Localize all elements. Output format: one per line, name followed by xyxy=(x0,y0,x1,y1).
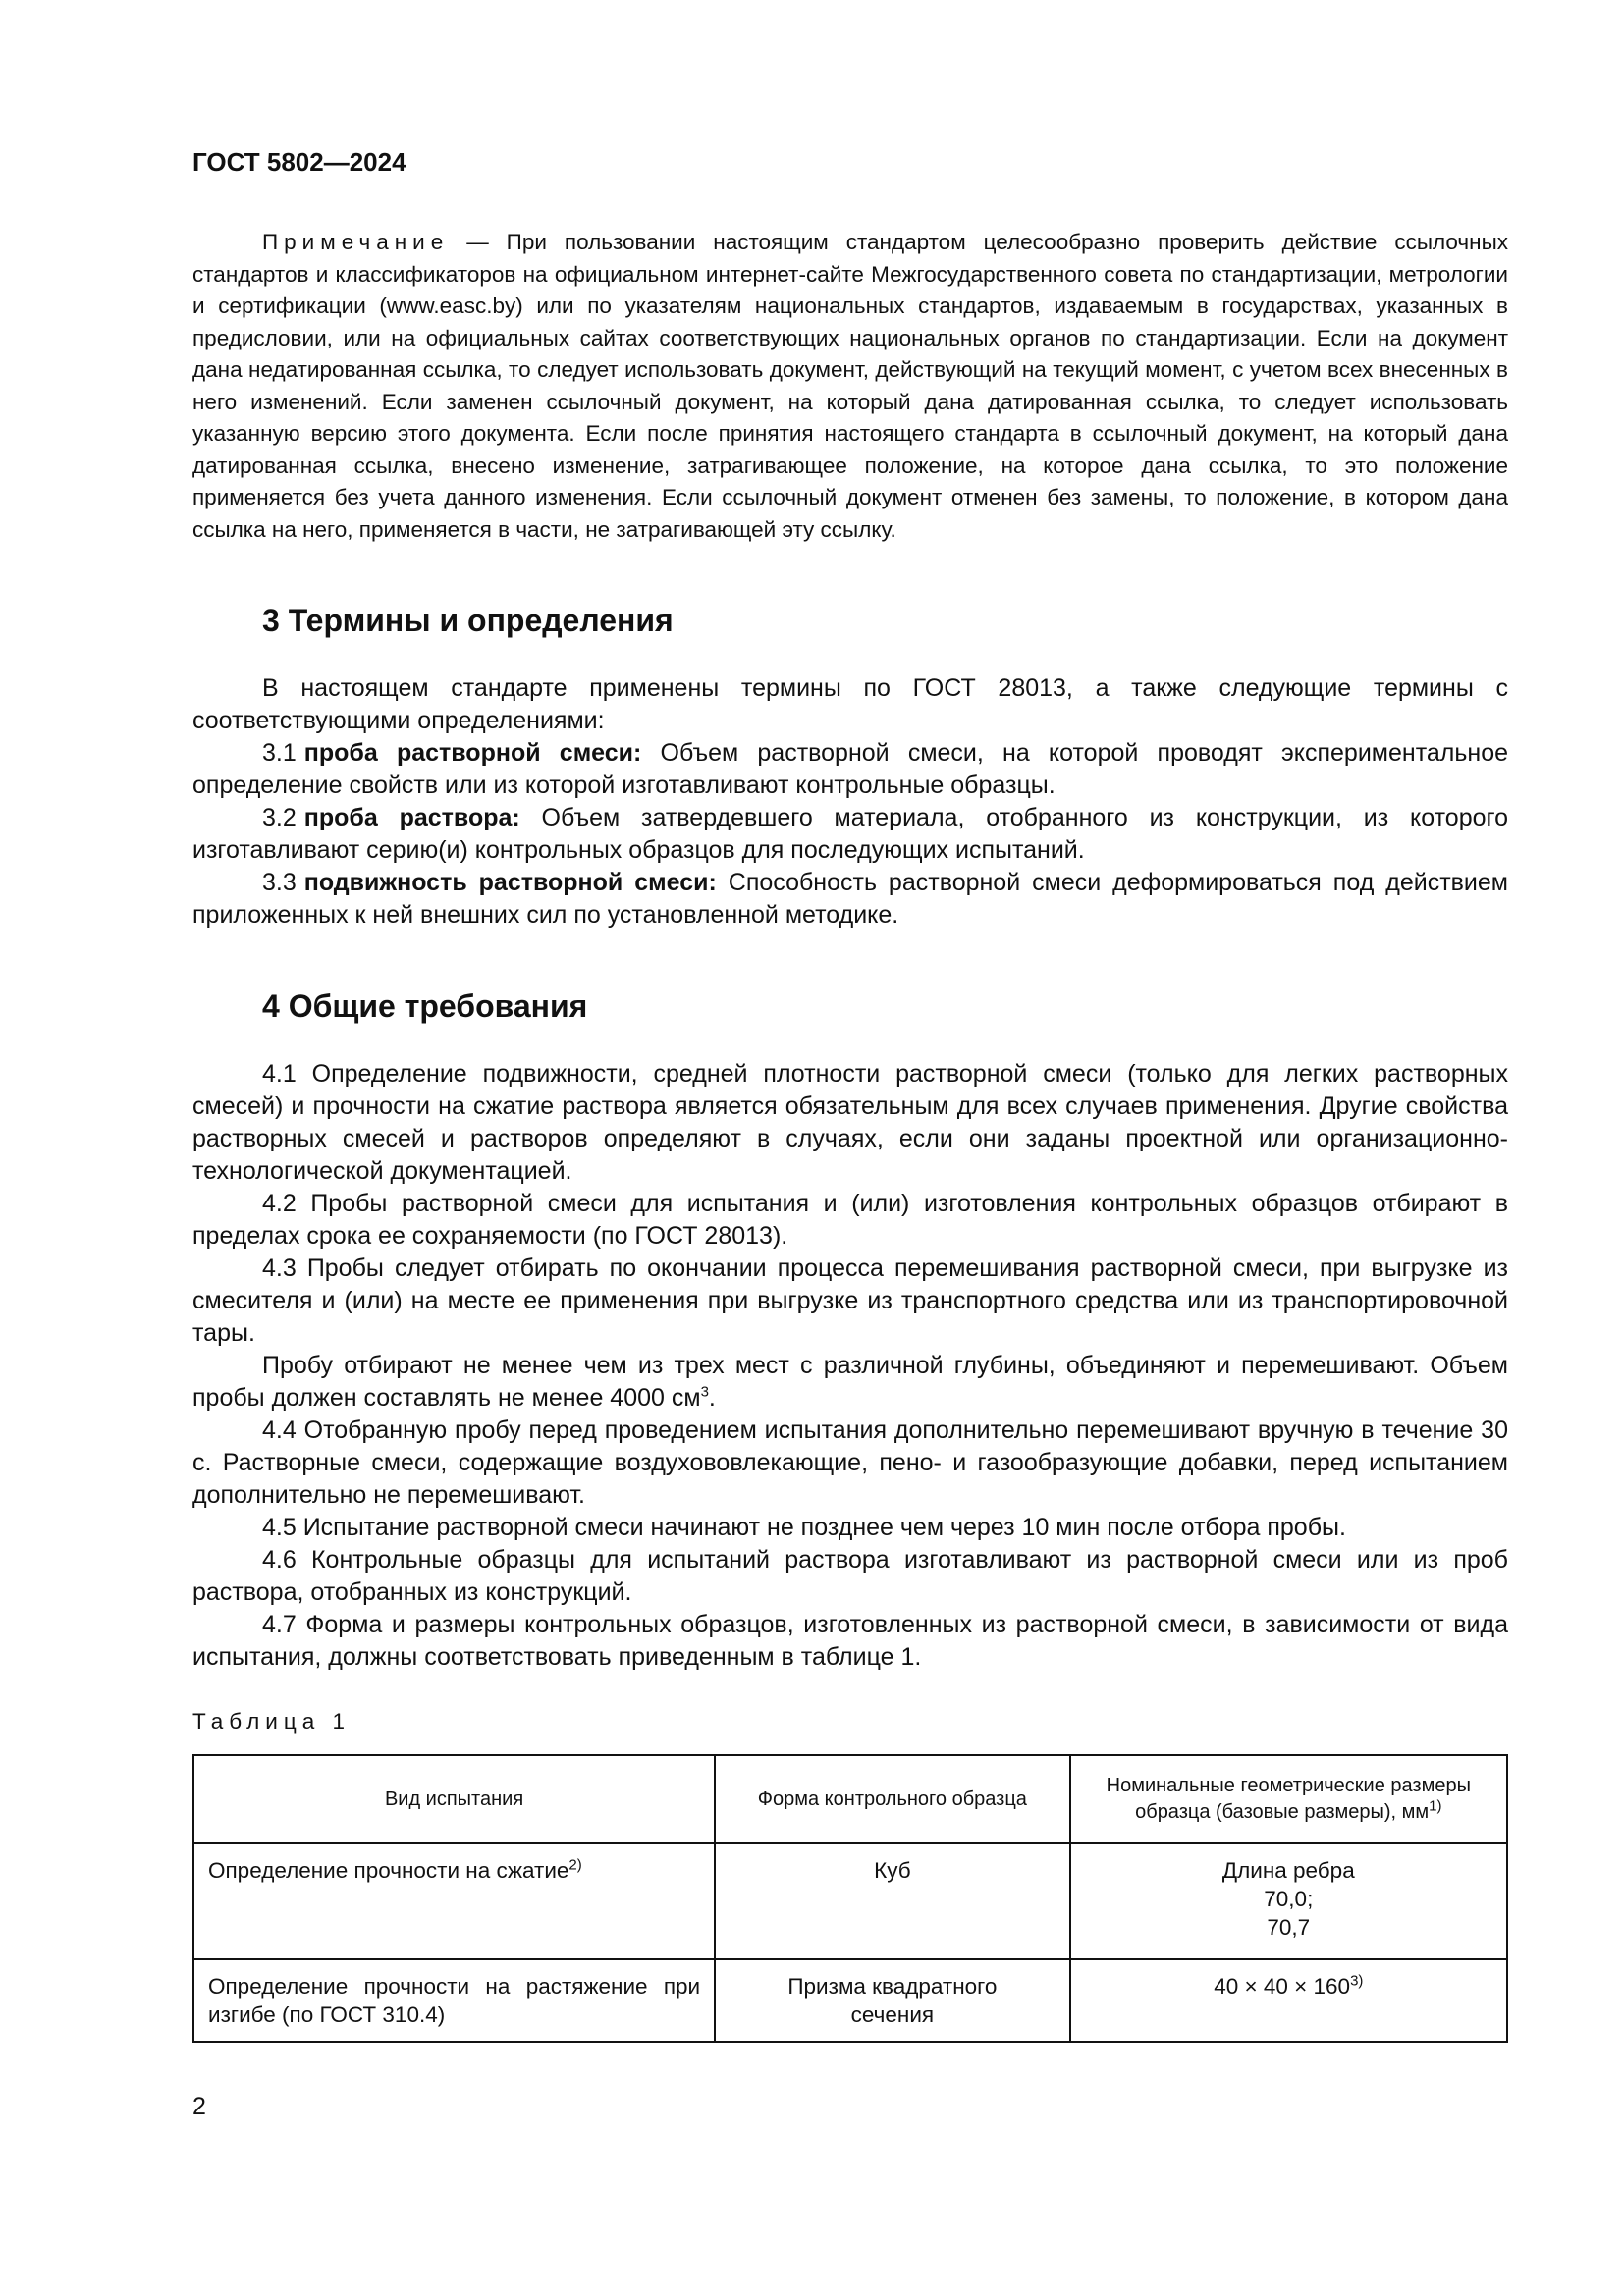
term-name: проба раствора: xyxy=(303,804,520,831)
term-3-3 xyxy=(192,867,1508,932)
note-label: Примечание xyxy=(262,230,450,254)
header-test-type: Вид испытания xyxy=(193,1755,715,1843)
size-line: 70,0; xyxy=(1264,1887,1314,1911)
footnote-mark: 1) xyxy=(1429,1797,1442,1815)
section-3-title: 3 Термины и определения xyxy=(262,603,674,638)
header-specimen-shape: Форма контрольного образца xyxy=(715,1755,1070,1843)
section-4-title: 4 Общие требования xyxy=(262,988,588,1024)
cell-specimen-shape xyxy=(715,1959,1070,2042)
term-3-2 xyxy=(192,802,1508,867)
note-text: — При пользовании настоящим стандартом целесообразно проверить действие ссылочных стандартов и классификаторов на официальном интернет-сайте Межгосударственного совета по стандартизации, метрологии и сертификации (www.easc.by) или по указателям национальных стандартов, издаваемым в государствах, указанных в предисловии, или на официальных сайтах соответствующих национальных органов по стандартизации. Если на документ дана недатированная ссылка, то следует использовать документ, действующий на текущий момент, с учетом всех внесенных в него изменений. Если заменен ссылочный документ, на который дана датированная ссылка, то следует использовать указанную версию этого документа. Если после принятия настоящего стандарта в ссылочный документ, на который дана датированная ссылка, внесено изменение, затрагивающее положение, на которое дана ссылка, то это положение применяется без учета данного изменения. Если ссылочный документ отменен без замены, то положение, в котором дана ссылка на него, применяется в части, не затрагивающей эту ссылку. xyxy=(192,230,1508,542)
shape-line: сечения xyxy=(850,2002,935,2027)
cell-specimen-size xyxy=(1070,1843,1507,1959)
footnote-mark: 2) xyxy=(568,1856,582,1874)
size-line: Длина ребра xyxy=(1221,1858,1355,1883)
term-number: 3.2 xyxy=(262,804,297,831)
sampling-text-end: . xyxy=(708,1384,716,1412)
page-number: 2 xyxy=(192,2093,206,2120)
superscript: 3 xyxy=(700,1383,709,1401)
term-name: проба растворной смеси: xyxy=(303,739,642,767)
table-caption: Таблица 1 xyxy=(192,1709,351,1734)
clause-4-2: 4.2 Пробы растворной смеси для испытания и (или) изготовления контрольных образцов отбирают в пределах срока ее сохраняемости (по ГОСТ 28013). xyxy=(192,1190,1508,1250)
cell-test-type: Определение прочности на растяжение при изгибе (по ГОСТ 310.4) xyxy=(193,1959,715,2042)
document-page xyxy=(192,147,1508,2043)
table-row xyxy=(193,1959,1507,2042)
clause-4-3: 4.3 Пробы следует отбирать по окончании процесса перемешивания растворной смеси, при выгрузке из смесителя и (или) на месте ее применения при выгрузке из транспортного средства или из транспортировочной тары. xyxy=(192,1255,1508,1347)
clause-4-1: 4.1 Определение подвижности, средней плотности растворной смеси (только для легких растворных смесей) и прочности на сжатие раствора является обязательным для всех случаев применения. Другие свойства растворных смесей и растворов определяют в случаях, если они заданы проектной или организационно-технологической документацией. xyxy=(192,1060,1508,1185)
section-3-intro: В настоящем стандарте применены термины по ГОСТ 28013, а также следующие термины с соответствующими определениями: xyxy=(192,674,1508,734)
specimen-table xyxy=(192,1754,1508,2043)
size-text: 40 × 40 × 160 xyxy=(1214,1974,1351,1999)
term-definition: Способность растворной смеси деформироваться под действием приложенных к ней внешних сил по установленной методике. xyxy=(192,869,1508,929)
clause-4-5: 4.5 Испытание растворной смеси начинают не позднее чем через 10 мин после отбора пробы. xyxy=(262,1514,1346,1541)
cell-specimen-shape: Куб xyxy=(715,1843,1070,1959)
clause-4-6: 4.6 Контрольные образцы для испытаний раствора изготавливают из растворной смеси или из проб раствора, отобранных из конструкций. xyxy=(192,1546,1508,1606)
sampling-text: Пробу отбирают не менее чем из трех мест с различной глубины, объединяют и перемешивают. Объем пробы должен составлять не менее 4000 см xyxy=(192,1352,1508,1412)
footnote-mark: 3) xyxy=(1350,1972,1364,1990)
clause-4-3-sampling xyxy=(192,1350,1508,1415)
note-paragraph xyxy=(192,227,1508,546)
shape-line: Призма квадратного xyxy=(787,1974,998,1999)
cell-test-type xyxy=(193,1843,715,1959)
header-size-text: Номинальные геометрические размеры образца (базовые размеры), мм xyxy=(1106,1775,1471,1823)
term-definition: Объем затвердевшего материала, отобранного из конструкции, из которого изготавливают серию(и) контрольных образцов для последующих испытаний. xyxy=(192,804,1508,864)
clause-4-4: 4.4 Отобранную пробу перед проведением испытания дополнительно перемешивают вручную в течение 30 с. Растворные смеси, содержащие воздухововлекающие, пено- и газообразующие добавки, перед испытанием дополнительно не перемешивают. xyxy=(192,1416,1508,1509)
table-row xyxy=(193,1843,1507,1959)
table-header-row xyxy=(193,1755,1507,1843)
term-number: 3.1 xyxy=(262,739,297,767)
term-number: 3.3 xyxy=(262,869,297,896)
cell-specimen-size xyxy=(1070,1959,1507,2042)
term-definition: Объем растворной смеси, на которой проводят экспериментальное определение свойств или из которой изготавливают контрольные образцы. xyxy=(192,739,1508,799)
term-name: подвижность растворной смеси: xyxy=(303,869,717,896)
term-3-1 xyxy=(192,737,1508,802)
document-header: ГОСТ 5802—2024 xyxy=(192,147,406,177)
size-line: 70,7 xyxy=(1267,1915,1311,1940)
clause-4-7: 4.7 Форма и размеры контрольных образцов, изготовленных из растворной смеси, в зависимости от вида испытания, должны соответствовать приведенным в таблице 1. xyxy=(192,1611,1508,1671)
header-specimen-size xyxy=(1070,1755,1507,1843)
test-type-text: Определение прочности на сжатие xyxy=(208,1858,569,1883)
